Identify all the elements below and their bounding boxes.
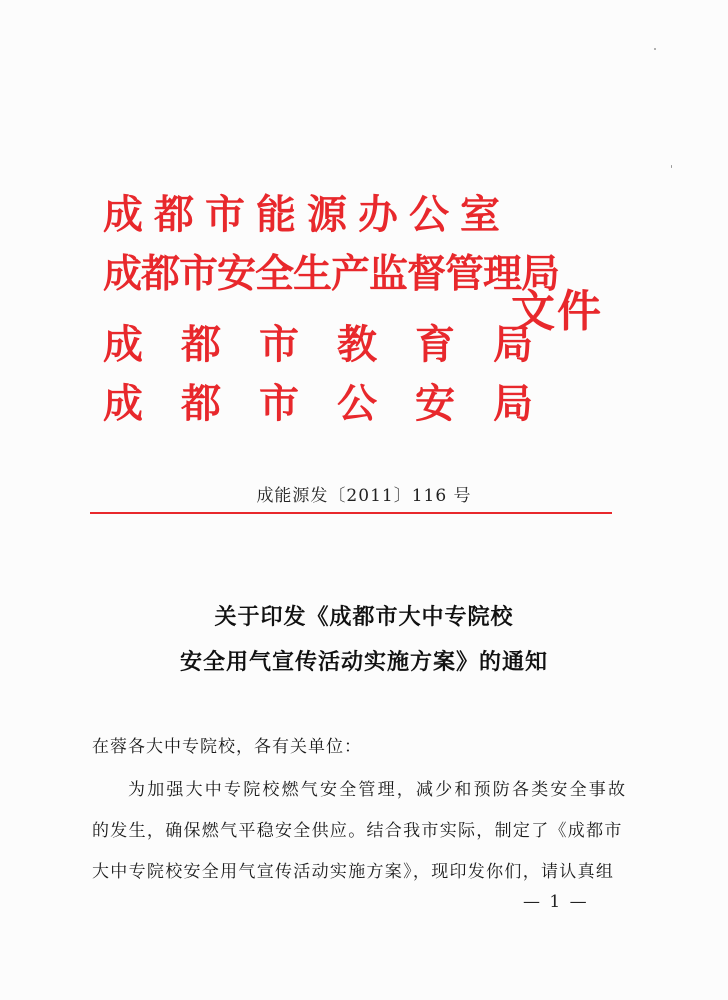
body-line-2: 的发生，确保燃气平稳安全供应。结合我市实际，制定了《成都市	[92, 821, 623, 841]
agency-name-energy-office: 成都市能源办公室	[103, 191, 511, 238]
agency-name-work-safety-bureau: 成都市安全生产监督管理局	[103, 251, 560, 297]
notice-title-line-2: 安全用气宣传活动实施方案》的通知	[179, 649, 548, 675]
agency-name-public-security-bureau: 成都市公安局	[103, 380, 571, 427]
notice-title-line-1: 关于印发《成都市大中专院校	[214, 604, 514, 630]
body-line-3: 大中专院校安全用气宣传活动实施方案》，现印发你们，请认真组	[92, 862, 615, 882]
document-number: 成能源发〔2011〕116 号	[256, 486, 472, 506]
red-divider-line	[90, 512, 612, 514]
salutation: 在蓉各大中专院校，各有关单位：	[92, 737, 362, 757]
scan-speck	[671, 165, 672, 168]
body-line-1: 为加强大中专院校燃气安全管理，减少和预防各类安全事故	[128, 780, 628, 800]
document-type-label: 文件	[511, 286, 603, 337]
scan-speck	[654, 48, 656, 50]
page-number: — 1 —	[523, 892, 589, 912]
agency-name-education-bureau: 成都市教育局	[103, 321, 571, 368]
